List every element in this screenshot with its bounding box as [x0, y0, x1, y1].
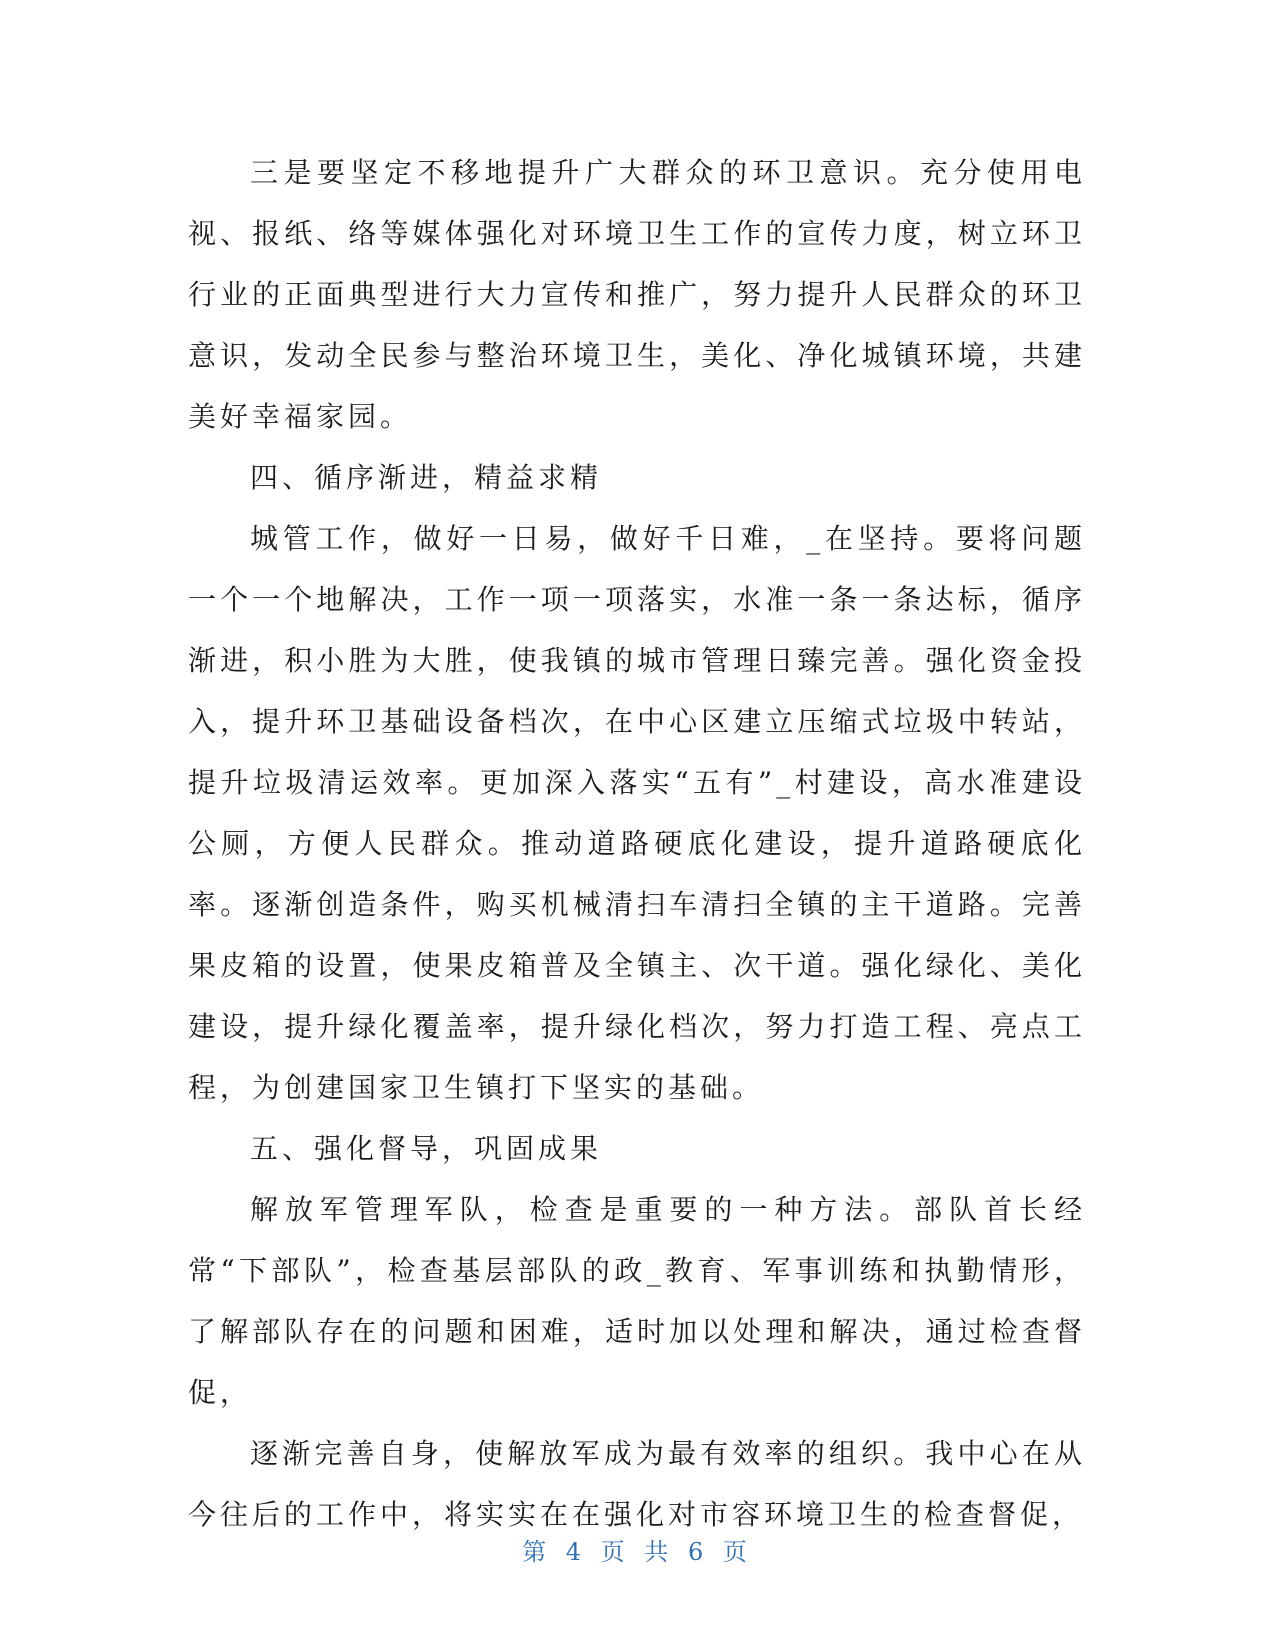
- document-body: [188, 142, 1086, 1545]
- paragraph-environment-awareness: 三是要坚定不移地提升广大群众的环卫意识。充分使用电视、报纸、络等媒体强化对环境卫生工作的宣传力度，树立环卫行业的正面典型进行大力宣传和推广，努力提升人民群众的环卫意识，发动全民参与整治环境卫生，美化、净化城镇环境，共建美好幸福家园。: [188, 156, 1086, 433]
- paragraph-improvement: 逐渐完善自身，使解放军成为最有效率的组织。我中心在从今往后的工作中，将实实在在强化对市容环境卫生的检查督促，: [188, 1437, 1086, 1531]
- section-heading-five: 五、强化督导，巩固成果: [250, 1132, 603, 1165]
- section-heading-four: 四、循序渐进，精益求精: [250, 461, 603, 494]
- paragraph-gradual-progress: 城管工作，做好一日易，做好千日难，_在坚持。要将问题一个一个地解决，工作一项一项落实，水准一条一条达标，循序渐进，积小胜为大胜，使我镇的城市管理日臻完善。强化资金投入，提升环卫基础设备档次，在中心区建立压缩式垃圾中转站，提升垃圾清运效率。更加深入落实“五有”_村建设，高水准建设公厕，方便人民群众。推动道路硬底化建设，提升道路硬底化率。逐渐创造条件，购买机械清扫车清扫全镇的主干道路。完善果皮箱的设置，使果皮箱普及全镇主、次干道。强化绿化、美化建设，提升绿化覆盖率，提升绿化档次，努力打造工程、亮点工程，为创建国家卫生镇打下坚实的基础。: [188, 522, 1086, 1104]
- paragraph-supervision: 解放军管理军队，检查是重要的一种方法。部队首长经常“下部队”，检查基层部队的政_教育、军事训练和执勤情形，了解部队存在的问题和困难，适时加以处理和解决，通过检查督促，: [188, 1193, 1086, 1409]
- page-number-footer: 第 4 页 共 6 页: [522, 1538, 753, 1566]
